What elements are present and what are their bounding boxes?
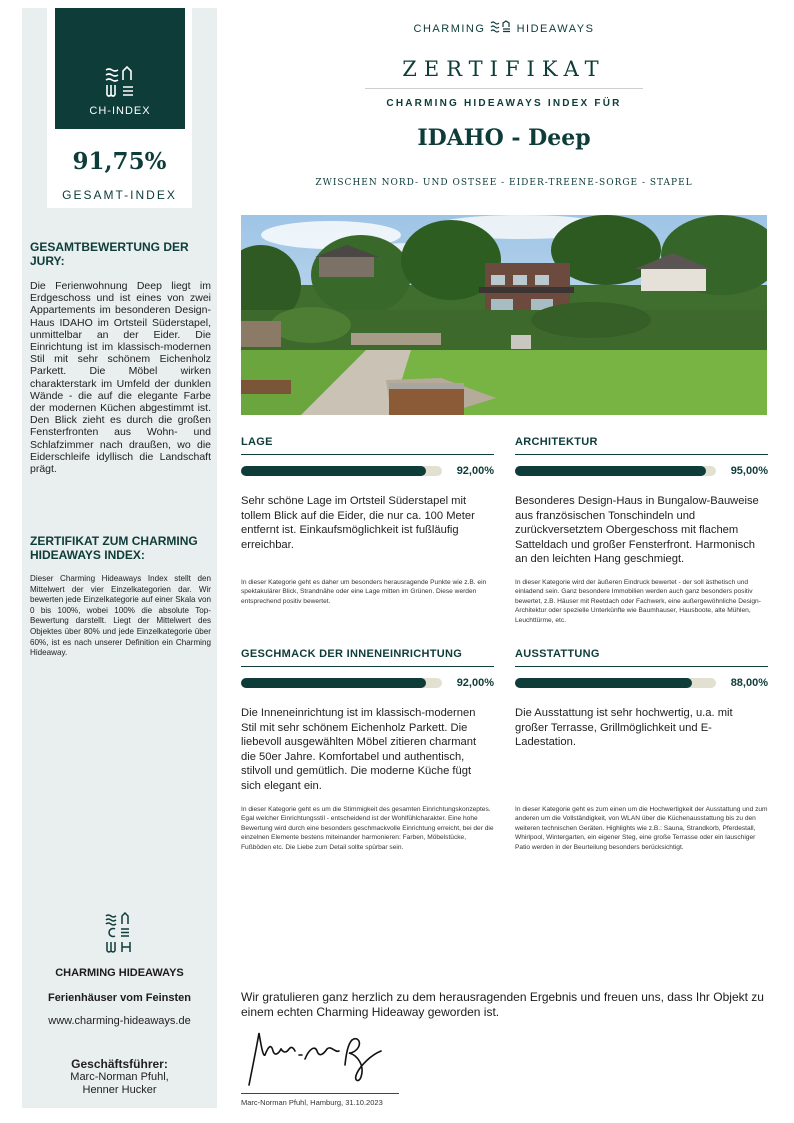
category-title: ARCHITEKTUR	[515, 436, 598, 448]
category-divider	[241, 666, 494, 667]
index-info-text: Dieser Charming Hideaways Index stellt den Mittelwert der vier Einzelkategorien dar. Wir bewerten jede Einzelkategorie auf einer Skala von 0 bis 100%, wobei 100% die absolute Top-Bewertung darstellt. Liegt der Mittelwert des Objektes über 80% und jede Einzelkategorie über 60%, ist es nach unserer Definition ein Charming Hideaway.	[30, 574, 211, 658]
badge-header	[55, 8, 185, 129]
category-divider	[515, 666, 768, 667]
footer-tagline: Ferienhäuser vom Feinsten	[47, 992, 192, 1004]
brand-mark-icon	[490, 20, 512, 34]
category-bar-fill	[515, 678, 692, 688]
category-bar	[515, 466, 716, 476]
signature-line	[241, 1093, 399, 1094]
category-note: In dieser Kategorie geht es um die Stimmigkeit des gesamten Einrichtungskonzeptes. Egal welcher Einrichtungsstil - entscheidend ist der Wohlfühlcharakter. Eine hohe Bewertung wird durch eine besonders geschmackvolle Einrichtung erreicht, bei der die einzelnen Elemente bestens miteinander harmonieren: Farben, Möbelstücke, Fußböden etc. Die Liebe zum Detail sollte spürbar sein.	[241, 806, 494, 851]
category-bar-fill	[241, 678, 426, 688]
category-bar-fill	[515, 466, 706, 476]
category-description: Die Inneneinrichtung ist im klassisch-modernen Stil mit sehr schönem Eichenholz Parkett. Die liebevoll ausgewählten Möbel zitieren charmant die 50er Jahre. Komfortabel und authentisch, stilvoll und gemütlich. Die moderne Küche fügt sich elegant ein.	[241, 707, 477, 792]
category-title: AUSSTATTUNG	[515, 648, 600, 660]
index-badge	[47, 8, 192, 208]
ceo-label: Geschäftsführer:	[71, 1057, 168, 1071]
property-location: ZWISCHEN NORD- UND OSTSEE - EIDER-TREENE-SORGE - STAPEL	[315, 178, 693, 188]
brand-logo-icon	[55, 66, 185, 100]
category-title: GESCHMACK DER INNENEINRICHTUNG	[241, 648, 463, 660]
sidebar	[22, 8, 217, 1108]
category-title: LAGE	[241, 436, 273, 448]
brand-name-2: HIDEAWAYS	[516, 23, 595, 35]
category-divider	[241, 454, 494, 455]
total-score: 91,75%	[72, 148, 167, 175]
brand-name-1: CHARMING	[413, 23, 486, 35]
ceo-name-2: Henner Hucker	[82, 1084, 157, 1096]
jury-heading: GESAMTBEWERTUNG DER JURY:	[30, 240, 189, 268]
category-bar	[241, 678, 442, 688]
category-description: Besonderes Design-Haus in Bungalow-Bauweise aus französischen Tonschindeln und zurückversetztem Obergeschoss mit flachem Satteldach und großer Fensterfront. Harmonisch an den leichten Hang geschmiegt.	[515, 495, 759, 565]
title-divider	[365, 88, 643, 89]
property-photo	[241, 215, 767, 415]
signature-caption: Marc-Norman Pfuhl, Hamburg, 31.10.2023	[241, 1098, 383, 1107]
brand-header	[241, 20, 767, 35]
category-description: Sehr schöne Lage im Ortsteil Süderstapel mit tollem Blick auf die Eider, die nur ca. 100 Meter entfernt ist. Einkaufsmöglichkeit ist fußläufig erreichbar.	[241, 495, 475, 551]
category-percent: 88,00%	[730, 677, 768, 689]
category-bar-fill	[241, 466, 426, 476]
category-ausstattung	[515, 648, 768, 878]
category-bar	[515, 678, 716, 688]
signature-image	[241, 1025, 401, 1091]
footer-brand: CHARMING HIDEAWAYS	[55, 967, 184, 979]
category-lage	[241, 436, 494, 616]
footer-website[interactable]: www.charming-hideaways.de	[48, 1015, 191, 1027]
category-note: In dieser Kategorie geht es zum einen um die Hochwertigkeit der Ausstattung und zum anderen um die Vollständigkeit, von WLAN über die Küchenausstattung bis zu den weiteren technischen Geräten. Highlights wie z.B.: Sauna, Strandkorb, Pferdestall, Whirlpool, Wintergarten, ein eigener Steg, eine große Terrasse oder ein lauschiger Patio werden in der Beurteilung besonders berücksichtigt.	[515, 806, 768, 851]
category-bar	[241, 466, 442, 476]
jury-text: Die Ferienwohnung Deep liegt im Erdgeschoss und ist eines von zwei Appartements im besonderen Design-Haus IDAHO im Ortsteil Süderstapel, unmittelbar an der Eider. Die Einrichtung ist im klassisch-modernen Stil mit sehr schönem Eichenholz Parkett. Die Möbel wirken charakterstark im Umfeld der dunklen Wände - die auf die elegante Farbe der modernen Küchen abgestimmt ist. Den Blick zieht es durch die großen Fensterfronten aus Wohn- und Schlafzimmer nach draußen, wo die Eiderschleife idyllisch die Landschaft prägt.	[30, 280, 211, 476]
ceo-name-1: Marc-Norman Pfuhl,	[70, 1071, 169, 1083]
total-score-label: GESAMT-INDEX	[62, 188, 177, 202]
category-percent: 92,00%	[456, 677, 494, 689]
property-name: IDAHO - Deep	[417, 125, 591, 151]
category-description: Die Ausstattung ist sehr hochwertig, u.a. mit großer Terrasse, Grillmöglichkeit und E-Ladestation.	[515, 707, 733, 748]
certificate-title: ZERTIFIKAT	[402, 57, 606, 81]
congratulation-text: Wir gratulieren ganz herzlich zu dem herausragenden Ergebnis und freuen uns, dass Ihr Objekt zu einem echten Charming Hideaway geworden ist.	[241, 990, 764, 1019]
index-info-heading: ZERTIFIKAT ZUM CHARMING HIDEAWAYS INDEX:	[30, 534, 198, 562]
badge-label: CH-INDEX	[89, 105, 151, 117]
category-note: In dieser Kategorie geht es daher um besonders herausragende Punkte wie z.B. ein spektakulärer Blick, Strandnähe oder eine Lage mitten im Grünen. Diese werden entsprechend positiv bewertet.	[241, 579, 487, 605]
category-percent: 95,00%	[730, 465, 768, 477]
category-divider	[515, 454, 768, 455]
category-geschmack	[241, 648, 494, 878]
category-percent: 92,00%	[456, 465, 494, 477]
category-note: In dieser Kategorie wird der äußeren Eindruck bewertet - der soll ästhetisch und einladend sein. Ganz besondere Immobilien werden auch ganz besonders positiv bewertet, z.B. Häuser mit Reetdach oder Fachwerk, eine außergewöhnliche Design-Architektur oder spezielle Unterkünfte wie Baumhauser, Hausboote, alte Mühlen, Leuchttürme, etc.	[515, 579, 761, 624]
category-architektur	[515, 436, 768, 636]
footer-logo-icon	[100, 912, 140, 956]
certificate-subtitle: CHARMING HIDEAWAYS INDEX FÜR	[386, 98, 622, 109]
